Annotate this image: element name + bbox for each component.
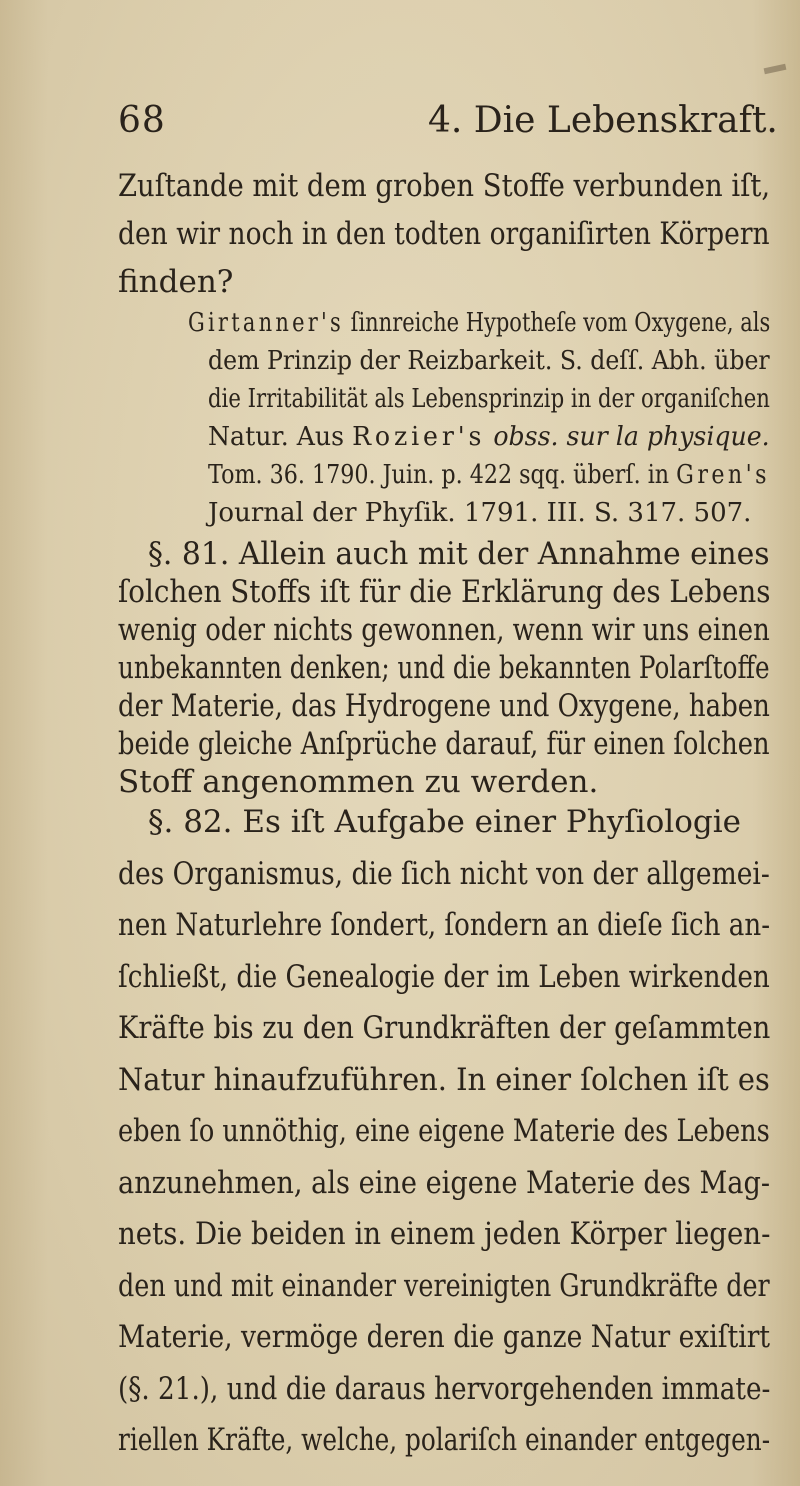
note-line: die Irritabilität als Lebensprinzip in der organiſchen (208, 384, 770, 414)
text-line: Materie, vermöge deren die ganze Natur exiſtirt (118, 1319, 771, 1355)
note-line: Journal der Phyſik. 1791. III. S. 317. 507. (208, 498, 752, 528)
text-line: (§. 21.), und die daraus hervorgehenden immate- (118, 1370, 771, 1407)
text-line: Zuſtande mit dem groben Stoffe verbunden iſt, (118, 168, 771, 204)
page-number: 68 (118, 100, 166, 141)
text-line: riellen Kräfte, welche, polariſch einander entgegen- (118, 1422, 771, 1458)
text-line: des Organismus, die ſich nicht von der allgemei- (118, 855, 770, 892)
text-line: den und mit einander vereinigten Grundkräfte der (118, 1267, 770, 1304)
note-text: Tom. 36. 1790. Juin. p. 422 sqq. überſ. in (208, 460, 677, 490)
text-line: beide gleiche Anſprüche darauf, für einen ſolchen (118, 726, 770, 762)
text-line: der Materie, das Hydrogene und Oxygene, haben (118, 688, 770, 724)
text-line: eben ſo unnöthig, eine eigene Materie des Lebens (118, 1113, 770, 1149)
note-line (188, 308, 770, 338)
text-line: ſchließt, die Genealogie der im Leben wirkenden (118, 958, 770, 995)
text-line: finden? (118, 264, 234, 300)
text-line: Natur hinaufzuführen. In einer ſolchen iſt es (118, 1061, 770, 1098)
text-line: nen Naturlehre ſondert, ſondern an dieſe ſich an- (118, 907, 771, 943)
note-text: ſinnreiche Hypotheſe vom Oxygene, als (344, 308, 771, 338)
running-head: 4. Die Lebenskraft. (428, 100, 778, 141)
note-line (208, 422, 770, 452)
text-line: wenig oder nichts gewonnen, wenn wir uns einen (118, 612, 770, 648)
text-line: ſolchen Stoffs iſt für die Erklärung des Lebens (118, 574, 771, 610)
paragraph-82-line: §. 82. Es iſt Aufgabe einer Phyſiologie (148, 804, 741, 840)
page-edge-mark (764, 64, 787, 74)
text-line: den wir noch in den todten organiſirten Körpern (118, 216, 770, 252)
paragraph-81-line: §. 81. Allein auch mit der Annahme eines (148, 536, 770, 572)
note-line: dem Prinzip der Reizbarkeit. S. deſſ. Abh. über (208, 346, 770, 376)
text-line: Kräfte bis zu den Grundkräften der geſammten (118, 1010, 771, 1046)
author-name-rozier: Rozier's (352, 422, 486, 452)
note-text: Natur. Aus (208, 422, 353, 452)
text-line: Stoff angenommen zu werden. (118, 764, 599, 800)
text-line: anzunehmen, als eine eigene Materie des Mag- (118, 1164, 771, 1201)
note-line (208, 460, 770, 490)
author-name-gren: Gren's (676, 460, 770, 490)
page-header (118, 100, 778, 148)
latin-citation: obss. sur la physique. (485, 422, 770, 452)
author-name-girtanner: Girtanner's (188, 308, 345, 338)
text-line: nets. Die beiden in einem jeden Körper liegen- (118, 1216, 771, 1252)
text-line: unbekannten denken; und die bekannten Polarſtoffe (118, 650, 770, 686)
